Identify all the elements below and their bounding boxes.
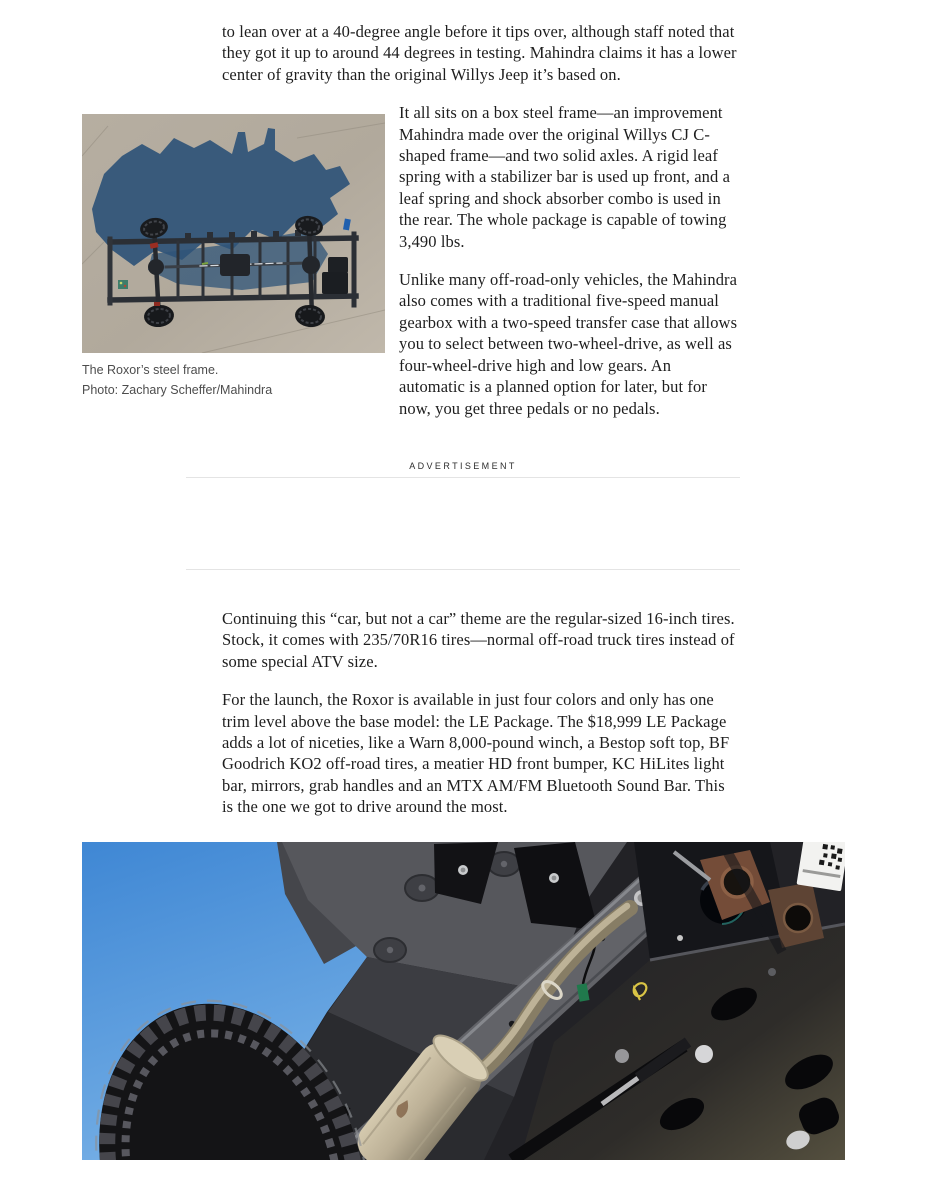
article-body — [82, 0, 740, 1160]
advertisement-slot — [186, 461, 740, 570]
paragraph-gearbox: Unlike many off-road-only vehicles, the Mahindra also comes with a traditional five-speed manual gearbox with a two-speed transfer case that allows you to select between two-wheel-drive, as well as four-wheel-drive high and low gears. An automatic is a planned option for later, but for now, you get three pedals or no pedals. — [399, 270, 738, 418]
chassis-figure[interactable] — [82, 114, 385, 400]
chassis-caption-line2: Photo: Zachary Scheffer/Mahindra — [82, 383, 273, 398]
paragraph-tires: Continuing this “car, but not a car” theme are the regular-sized 16-inch tires. Stock, it comes with 235/70R16 tires—normal off-road truck tires instead of some special ATV size. — [222, 608, 735, 671]
transfer-case — [220, 254, 250, 276]
underbody-figure[interactable] — [82, 842, 845, 1160]
ad-empty-space — [186, 478, 740, 569]
chassis-caption-line1: The Roxor’s steel frame. — [82, 363, 219, 378]
advertisement-label: ADVERTISEMENT — [409, 460, 517, 471]
chassis-photo[interactable] — [82, 114, 385, 353]
paragraph-rollover: to lean over at a 40-degree angle before it tips over, although staff noted that they got it up to around 44 degrees in testing. Mahindra claims it has a lower center of gravity than the original Willys Jeep it’s based on. — [222, 22, 737, 84]
chassis-caption — [82, 353, 385, 400]
underbody-photo[interactable] — [82, 842, 845, 1160]
fuel-tank — [322, 272, 348, 294]
paragraph-frame: It all sits on a box steel frame—an improvement Mahindra made over the original Willys CJ C-shaped frame—and two solid axles. A rigid leaf spring with a stabilizer bar is used up front, and a leaf spring and shock absorber combo is used in the rear. The whole package is capable of towing 3,490 lbs. — [399, 103, 730, 251]
ad-rule-bottom — [186, 569, 740, 570]
paragraph-le-package: For the launch, the Roxor is available in just four colors and only has one trim level above the base model: the LE Package. The $18,999 LE Package adds a lot of niceties, like a Warn 8,000-pound winch, a Bestop soft top, BF Goodrich KO2 off-road tires, a meatier HD front bumper, KC HiLites light bar, mirrors, grab handles and an MTX AM/FM Bluetooth Sound Bar. This is the one we got to drive around the most. — [222, 690, 730, 817]
qr-sticker — [797, 842, 845, 891]
